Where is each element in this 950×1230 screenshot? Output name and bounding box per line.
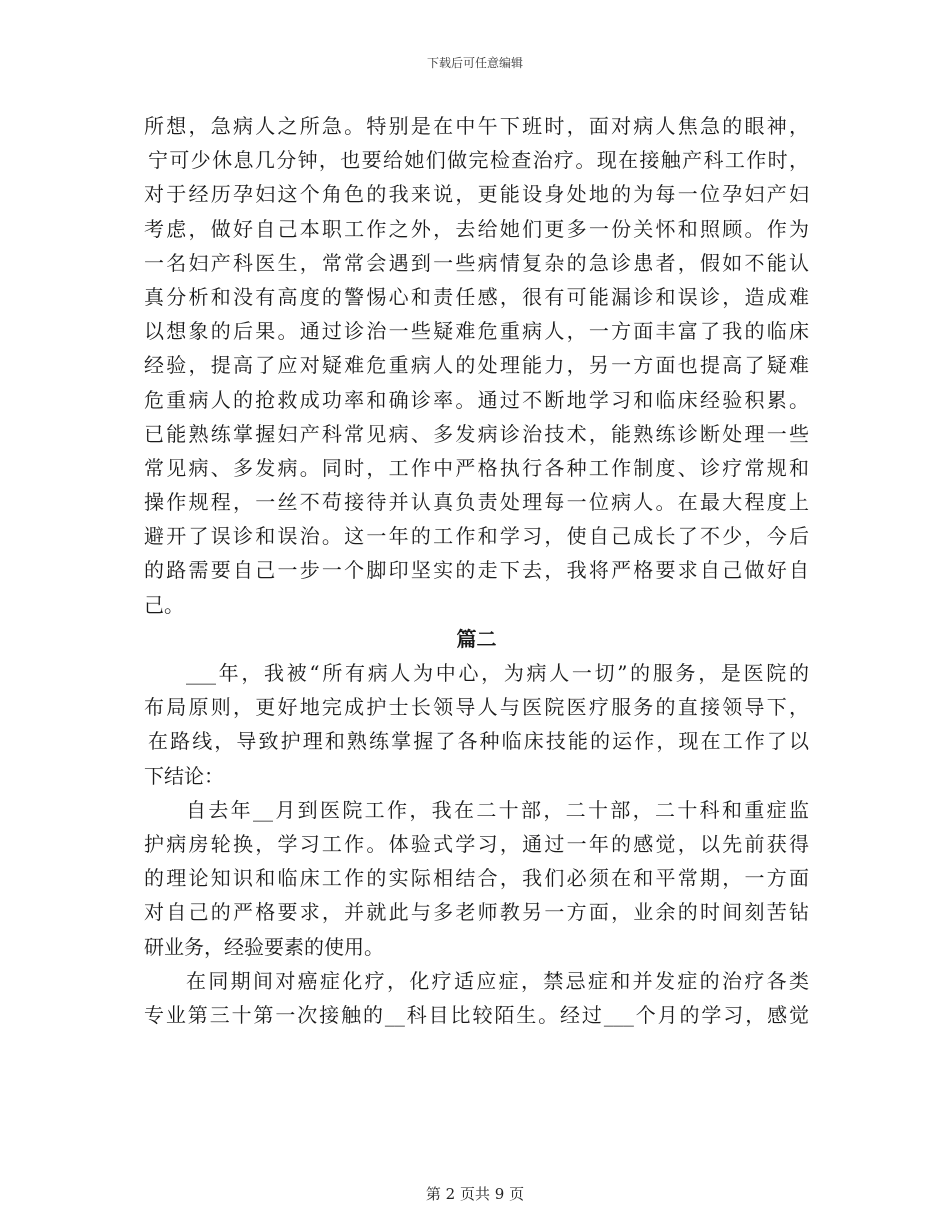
text-line: 布局原则，更好地完成护士长领导人与医院医疗服务的直接领导下， [144, 695, 809, 720]
paragraph-2 [144, 656, 809, 793]
text-line: 所想，急病人之所急。特别是在中午下班时，面对病人焦急的眼神， [144, 114, 809, 138]
text-line: 一名妇产科医生，常常会遇到一些病情复杂的急诊患者，假如不能认 [144, 250, 809, 275]
page-header: 下载后可任意编辑 [426, 56, 523, 70]
text-line: 常见病、多发病。同时，工作中严格执行各种工作制度、诊疗常规和 [144, 455, 809, 480]
text-line: 已能熟练掌握妇产科常见病、多发病诊治技术，能熟练诊断处理一些 [144, 421, 809, 446]
text-line: 的理论知识和临床工作的实际相结合，我们必须在和平常期，一方面 [144, 866, 809, 891]
paragraph-1 [144, 109, 809, 622]
text-line: ___年，我被“所有病人为中心，为病人一切”的服务，是医院的 [186, 661, 809, 685]
text-line: 护病房轮换，学习工作。体验式学习，通过一年的感觉，以先前获得 [144, 831, 809, 856]
text-line: 下结论： [144, 763, 224, 788]
text-line: 宁可少休息几分钟，也要给她们做完检查治疗。现在接触产科工作时， [148, 148, 809, 173]
text-line: 专业第三十第一次接触的__科目比较陌生。经过___个月的学习，感觉 [144, 1002, 809, 1027]
text-line: 对于经历孕妇这个角色的我来说，更能设身处地的为每一位孕妇产妇 [144, 182, 809, 207]
text-line: 研业务，经验要素的使用。 [144, 934, 384, 959]
text-line: 己。 [144, 592, 184, 617]
text-line: 在路线，导致护理和熟练掌握了各种临床技能的运作，现在工作了以 [148, 729, 809, 754]
text-line: 以想象的后果。通过诊治一些疑难危重病人，一方面丰富了我的临床 [144, 319, 809, 344]
paragraph-4 [144, 964, 809, 1032]
text-line: 真分析和没有高度的警惕心和责任感，很有可能漏诊和误诊，造成难 [144, 284, 809, 309]
text-line: 避开了误诊和误治。这一年的工作和学习，使自己成长了不少，今后 [144, 524, 809, 549]
text-line: 危重病人的抢救成功率和确诊率。通过不断地学习和临床经验积累。 [144, 387, 809, 412]
paragraph-3 [144, 793, 809, 964]
section-heading: 篇二 [456, 626, 497, 651]
text-line: 自去年__月到医院工作，我在二十部，二十部，二十科和重症监 [186, 797, 809, 822]
document-body [144, 109, 809, 1032]
text-line: 在同期间对癌症化疗，化疗适应症，禁忌症和并发症的治疗各类 [186, 968, 809, 993]
text-line: 经验，提高了应对疑难危重病人的处理能力，另一方面也提高了疑难 [144, 353, 809, 378]
text-line: 操作规程，一丝不苟接待并认真负责处理每一位病人。在最大程度上 [144, 490, 809, 515]
text-line: 考虑，做好自己本职工作之外，去给她们更多一份关怀和照顾。作为 [144, 216, 809, 241]
text-line: 的路需要自己一步一个脚印坚实的走下去，我将严格要求自己做好自 [144, 558, 809, 583]
page-footer: 第 2 页共 9 页 [425, 1185, 525, 1203]
text-line: 对自己的严格要求，并就此与多老师教另一方面，业余的时间刻苦钻 [144, 900, 809, 925]
